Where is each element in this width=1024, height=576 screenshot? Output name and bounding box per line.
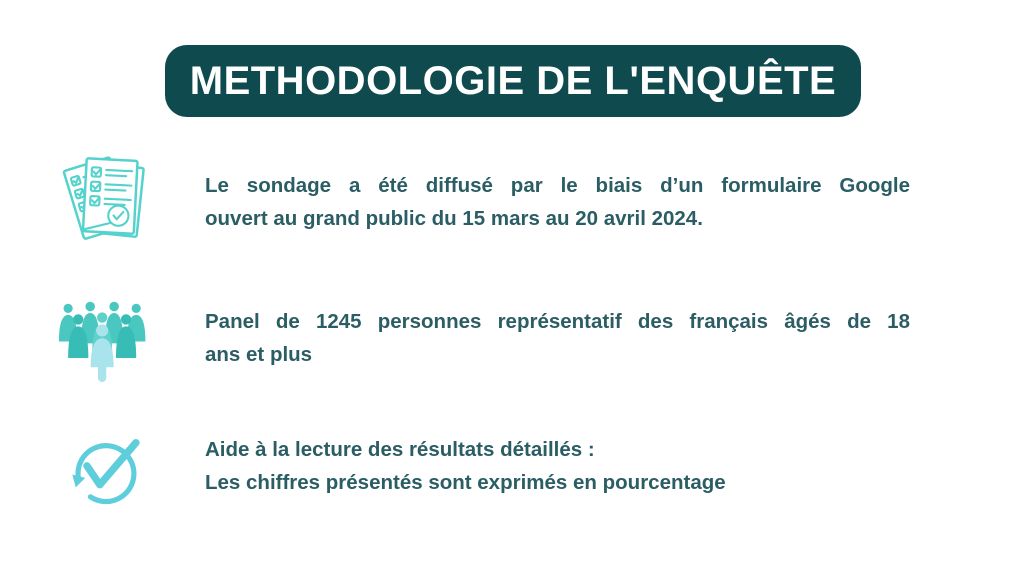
text-line: ans et plus — [205, 343, 313, 366]
item-text-panel — [205, 305, 910, 371]
people-group-icon — [58, 299, 150, 384]
title-banner — [165, 45, 861, 117]
item-text-reading — [205, 433, 910, 499]
text-line: Les chiffres présentés sont exprimés en pourcentage — [205, 471, 726, 494]
page-title: METHODOLOGIE DE L'ENQUÊTE — [189, 58, 837, 103]
text-line: ouvert au grand public du 15 mars au 20 avril 2024. — [205, 207, 703, 230]
text-line: Panel de 1245 personnes représentatif des français âgés de 18 — [205, 310, 910, 333]
survey-checklist-icon — [56, 150, 152, 246]
text-line: Le sondage a été diffusé par le biais d’un formulaire Google — [205, 174, 910, 197]
text-line: Aide à la lecture des résultats détaillés : — [205, 438, 595, 461]
item-text-survey — [205, 169, 910, 235]
check-circle-icon — [62, 428, 148, 514]
